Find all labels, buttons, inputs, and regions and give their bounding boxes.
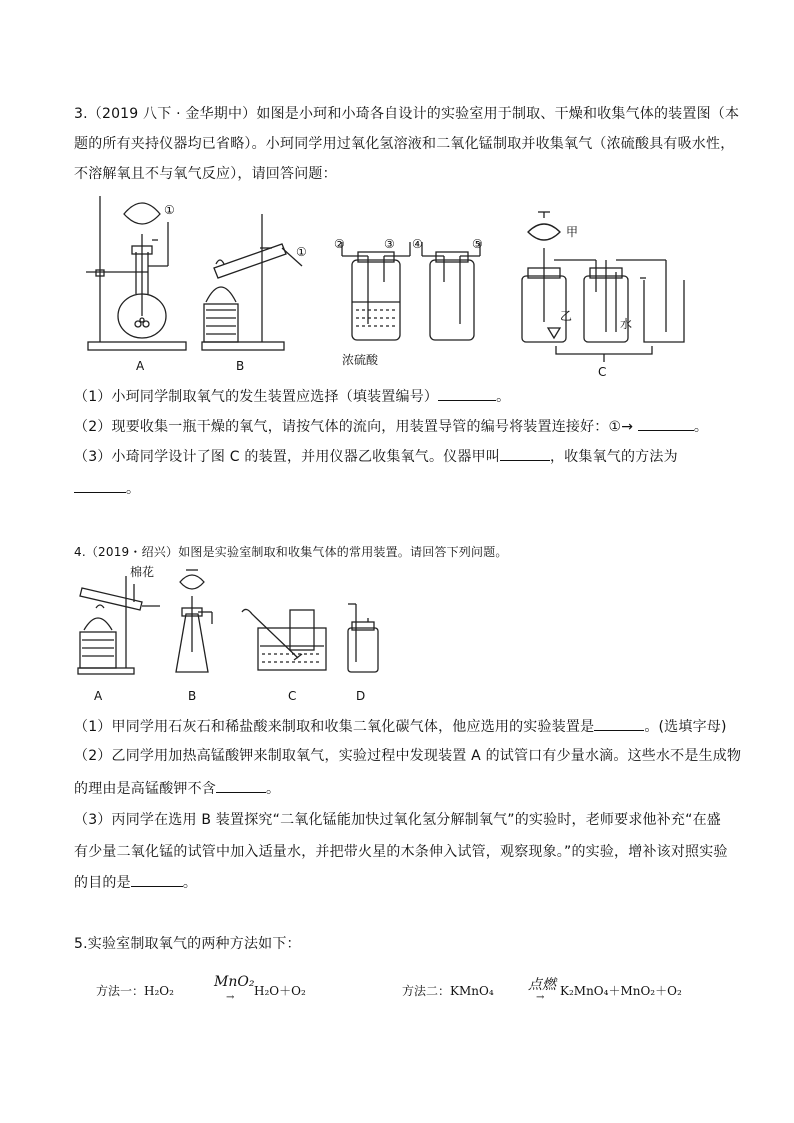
q3-part3-end: 。 [126,481,141,497]
q4-part1-blank[interactable] [594,716,644,731]
q3-part2-text: （2）现要收集一瓶干燥的氧气，请按气体的流向，用装置导管的编号将装置连接好：①→ [74,419,634,435]
q3-jia-label: 甲 [566,225,579,239]
q3-part3-blank-a[interactable] [500,446,550,461]
q4-apparatus-figure [76,562,396,706]
q4-part1 [74,716,727,737]
q3-acid-label: 浓硫酸 [342,353,379,367]
method-1-arrow: → [226,992,235,1003]
q3-tube-2: ② [334,237,345,251]
q4-stem: 4.（2019・绍兴）如图是实验室制取和收集气体的常用装置。请回答下列问题。 [74,545,508,559]
q4-part3-end: 。 [182,875,198,891]
q4-part3-line1: （3）丙同学在选用 B 装置探究“二氧化锰能加快过氧化氢分解制氧气”的实验时，老师要求他补充“在盛 [74,812,721,828]
q3-yi-label: 乙 [560,309,573,323]
q4-part3-line2: 有少量二氧化锰的试管中加入适量水，并把带火星的木条伸入试管，观察现象。”的实验，增补该对照实验 [74,844,728,860]
q4-label-a: A [94,689,103,703]
q4-part3-line3 [74,872,197,893]
q3-label-a: A [136,359,145,373]
q3-stem-line2: 题的所有夹持仪器均已省略）。小珂同学用过氧化氢溶液和二氧化锰制取并收集氧气（浓硫酸具有吸水性， [74,136,735,152]
q4-part2-text: 的理由是高锰酸钾不含 [74,781,216,797]
q4-part2-line2 [74,778,280,799]
q3-part2-blank[interactable] [638,416,694,431]
q3-part2-end: 。 [693,419,709,435]
q4-part1-end: 。(选填字母) [644,719,727,735]
q4-part2-end: 。 [266,781,281,797]
q4-cotton-label: 棉花 [130,565,155,579]
method-2-arrow: → [536,992,545,1003]
q3-part3-text: （3）小琦同学设计了图 C 的装置，并用仪器乙收集氧气。仪器甲叫 [74,449,500,465]
q4-part3-text: 的目的是 [74,875,131,891]
q3-tube-1-b: ① [296,245,307,259]
q3-part1-blank[interactable] [438,386,496,401]
q3-water-label: 水 [620,317,633,331]
q4-part2-blank[interactable] [216,778,266,793]
q4-part2-line1: （2）乙同学用加热高锰酸钾来制取氧气，实验过程中发现装置 A 的试管口有少量水滴。这些水不是生成物 [74,748,742,764]
q3-part3-mid: ，收集氧气的方法为 [549,449,678,465]
method-2-products: K₂MnO₄＋MnO₂＋O₂ [560,984,682,998]
q3-tube-4: ④ [412,237,423,251]
q3-tube-1-a: ① [164,203,175,217]
method-1-products: H₂O＋O₂ [254,984,306,998]
q5-stem: 5.实验室制取氧气的两种方法如下： [74,936,301,952]
q3-stem-line3: 不溶解氧且不与氧气反应），请回答问题： [74,166,337,182]
q3-part3 [74,446,678,467]
q3-part3-blank-b[interactable] [74,478,126,493]
q3-part1 [74,386,510,407]
q4-part3-blank[interactable] [131,872,183,887]
q4-part1-text: （1）甲同学用石灰石和稀盐酸来制取和收集二氧化碳气体，他应选用的实验装置是 [74,719,595,735]
q3-stem-line1: 3.（2019 八下 · 金华期中）如图是小珂和小琦各自设计的实验室用于制取、干燥和收集气体的装置图（本 [74,106,740,122]
q3-part2 [74,416,708,437]
method-1-reactant: 方法一：H₂O₂ [96,984,174,998]
q3-part1-text: （1）小珂同学制取氧气的发生装置应选择（填装置编号） [74,389,439,405]
q4-label-c: C [288,689,297,703]
q3-label-b: B [236,359,245,373]
q3-tube-3: ③ [384,237,395,251]
q4-label-d: D [356,689,366,703]
method-2-condition: 点燃 [528,977,556,993]
q3-tube-5: ⑤ [472,237,483,251]
method-1-catalyst: MnO₂ [214,974,255,990]
q3-apparatus-figure [76,192,696,382]
q3-part1-end: 。 [496,389,511,405]
method-2-reactant: 方法二：KMnO₄ [402,984,494,998]
q3-part3-cont [74,478,140,499]
q3-label-c: C [598,365,607,379]
q4-label-b: B [188,689,197,703]
